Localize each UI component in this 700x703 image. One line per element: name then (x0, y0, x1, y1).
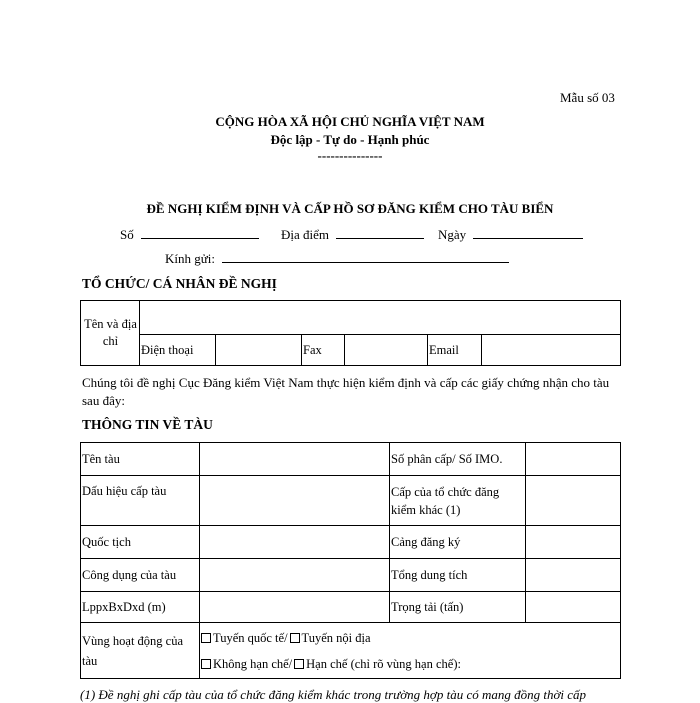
email-label: Email (428, 335, 482, 366)
country-name: CỘNG HÒA XÃ HỘI CHỦ NGHĨA VIỆT NAM (215, 114, 485, 129)
phone-value[interactable] (216, 335, 302, 366)
class-imo-label: Số phân cấp/ Số IMO. (390, 443, 526, 476)
operating-area-label: Vùng hoạt động của tàu (81, 623, 200, 679)
form-number: Mẫu số 03 (560, 90, 615, 105)
class-notation-label: Dấu hiệu cấp tàu (81, 476, 200, 526)
request-paragraph: Chúng tôi đề nghị Cục Đăng kiểm Việt Nam thực hiện kiểm định và cấp các giấy chứng nhận cho tàu sau đây: (82, 375, 610, 408)
applicant-heading: TỔ CHỨC/ CÁ NHÂN ĐỀ NGHỊ (82, 276, 277, 291)
limited-label: Hạn chế (chỉ rõ vùng hạn chế): (306, 656, 461, 671)
port-registry-label: Cảng đăng ký (390, 526, 526, 559)
domestic-route-label: Tuyến nội địa (301, 630, 371, 645)
ship-name-label: Tên tàu (81, 443, 200, 476)
limited-checkbox[interactable] (294, 659, 304, 669)
so-input-line[interactable] (141, 227, 259, 239)
recipient-label: Kính gửi: (165, 251, 216, 266)
recipient-field (165, 251, 509, 267)
header-divider: --------------- (317, 148, 383, 163)
gross-tonnage-value[interactable] (526, 559, 621, 592)
location-label: Địa điểm (281, 227, 330, 242)
footnote: (1) Đề nghị ghi cấp tàu của tổ chức đăng kiểm khác trong trường hợp tàu có mang đồng thời cấp (80, 687, 587, 702)
so-field (120, 227, 259, 243)
recipient-input-line[interactable] (222, 251, 509, 263)
fax-label: Fax (302, 335, 345, 366)
date-label: Ngày (438, 227, 467, 242)
ship-name-value[interactable] (200, 443, 390, 476)
gross-tonnage-label: Tổng dung tích (390, 559, 526, 592)
location-field (281, 227, 424, 243)
ship-purpose-value[interactable] (200, 559, 390, 592)
operating-area-options (200, 623, 621, 679)
unlimited-checkbox[interactable] (201, 659, 211, 669)
international-route-checkbox[interactable] (201, 633, 211, 643)
so-label: Số (120, 227, 134, 242)
dimensions-label: LppxBxDxd (m) (81, 592, 200, 623)
class-imo-value[interactable] (526, 443, 621, 476)
port-registry-value[interactable] (526, 526, 621, 559)
date-field (438, 227, 583, 243)
date-input-line[interactable] (473, 227, 583, 239)
dimensions-value[interactable] (200, 592, 390, 623)
class-notation-value[interactable] (200, 476, 390, 526)
applicant-table (80, 300, 621, 366)
phone-label: Điện thoại (140, 335, 216, 366)
email-value[interactable] (482, 335, 621, 366)
document-title: ĐỀ NGHỊ KIỂM ĐỊNH VÀ CẤP HỒ SƠ ĐĂNG KIỂM CHO TÀU BIỂN (146, 201, 554, 216)
location-input-line[interactable] (336, 227, 424, 239)
flag-value[interactable] (200, 526, 390, 559)
other-society-class-value[interactable] (526, 476, 621, 526)
flag-label: Quốc tịch (81, 526, 200, 559)
domestic-route-checkbox[interactable] (290, 633, 300, 643)
ship-purpose-label: Công dụng của tàu (81, 559, 200, 592)
name-address-value[interactable] (140, 301, 621, 335)
national-motto: Độc lập - Tự do - Hạnh phúc (270, 132, 430, 147)
other-society-class-label: Cấp của tổ chức đăng kiểm khác (1) (390, 476, 526, 526)
unlimited-label: Không hạn chế/ (213, 656, 293, 671)
deadweight-value[interactable] (526, 592, 621, 623)
name-address-label: Tên và địa chỉ (81, 301, 140, 366)
ship-info-heading: THÔNG TIN VỀ TÀU (82, 417, 213, 432)
ship-info-table (80, 442, 621, 679)
deadweight-label: Trọng tải (tấn) (390, 592, 526, 623)
fax-value[interactable] (345, 335, 428, 366)
international-route-label: Tuyến quốc tế/ (213, 630, 288, 645)
